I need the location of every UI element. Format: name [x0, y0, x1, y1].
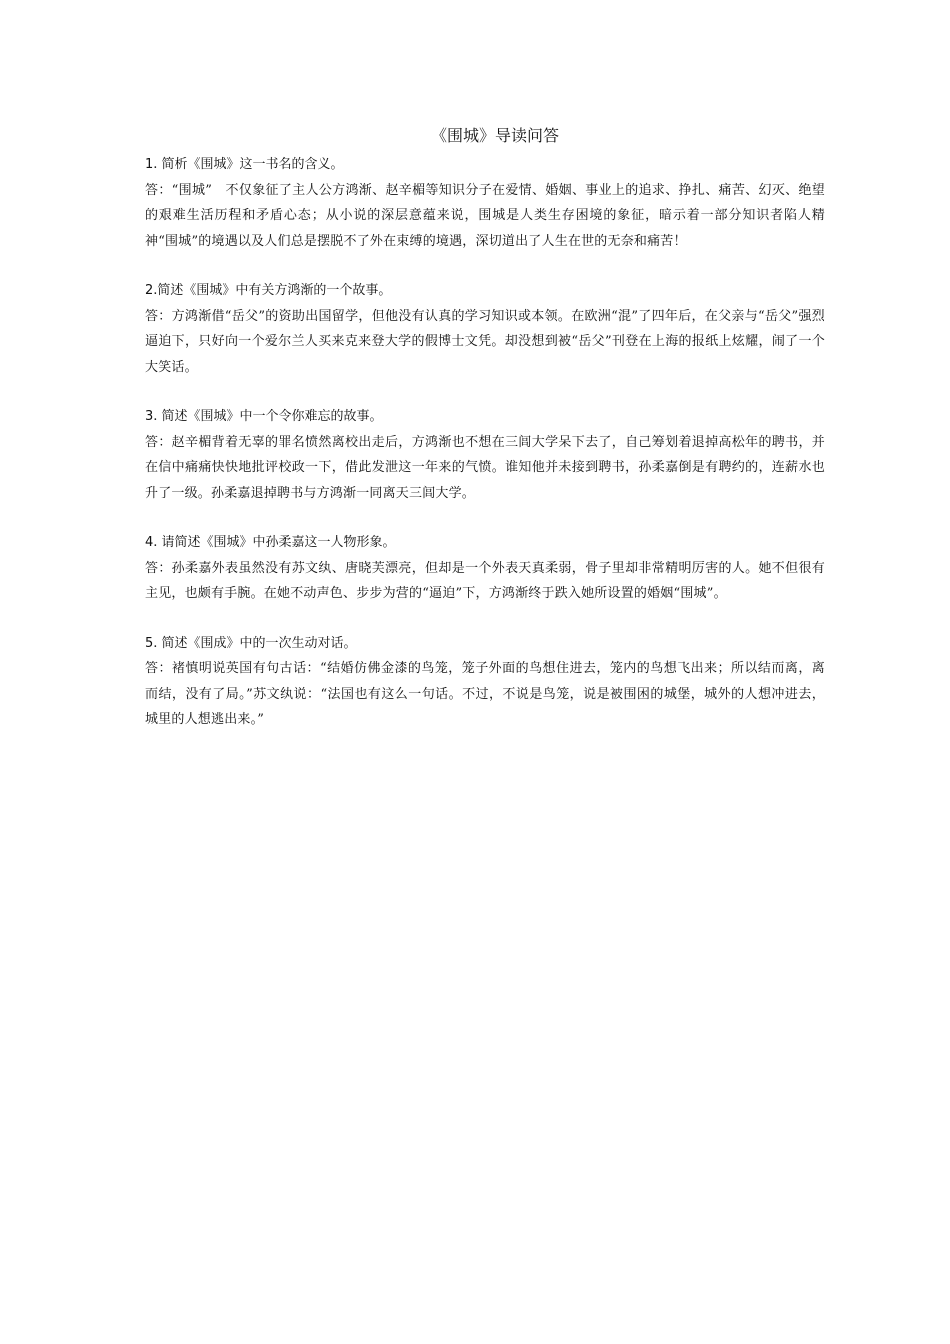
qa-item-5 [145, 631, 825, 733]
answer-3: 答：赵辛楣背着无辜的罪名愤然离校出走后，方鸿渐也不想在三闾大学呆下去了，自己筹划着退掉高松年的聘书，并在信中痛痛快快地批评校政一下，借此发泄这一年来的气愤。谁知他并未接到聘书，孙柔嘉倒是有聘约的，连薪水也升了一级。孙柔嘉退掉聘书与方鸿渐一同离天三闾大学。 [145, 434, 825, 501]
qa-item-2 [145, 278, 825, 380]
question-3 [145, 404, 825, 430]
question-5 [145, 631, 825, 657]
question-4 [145, 530, 825, 556]
answer-4: 答：孙柔嘉外表虽然没有苏文纨、唐晓芙漂亮，但却是一个外表天真柔弱，骨子里却非常精明厉害的人。她不但很有主见，也颇有手腕。在她不动声色、步步为营的“逼迫”下，方鸿渐终于跌入她所设置的婚姻“围城”。 [145, 560, 825, 601]
question-text: . 简析《围城》这一书名的含义。 [153, 157, 344, 172]
answer-2: 答：方鸿渐借“岳父”的资助出国留学，但他没有认真的学习知识或本领。在欧洲“混”了四年后，在父亲与“岳父”强烈逼迫下，只好向一个爱尔兰人买来克来登大学的假博士文凭。却没想到被“岳父”刊登在上海的报纸上炫耀，闹了一个大笑话。 [145, 308, 825, 375]
document-page [145, 124, 825, 757]
qa-item-1 [145, 152, 825, 254]
question-number: 2 [145, 283, 154, 298]
question-text: .简述《围城》中有关方鸿渐的一个故事。 [153, 283, 392, 298]
question-number: 3 [145, 409, 154, 424]
question-number: 4 [145, 535, 154, 550]
answer-5: 答：褚慎明说英国有句古话：“结婚仿佛金漆的鸟笼，笼子外面的鸟想住进去，笼内的鸟想飞出来；所以结而离，离而结，没有了局。”苏文纨说：“法国也有这么一句话。不过，不说是鸟笼，说是被围困的城堡，城外的人想冲进去，城里的人想逃出来。” [145, 661, 825, 727]
question-text: . 简述《围成》中的一次生动对话。 [153, 635, 357, 651]
question-text: . 请简述《围城》中孙柔嘉这一人物形象。 [153, 535, 396, 550]
question-1 [145, 152, 825, 178]
qa-item-3 [145, 404, 825, 506]
answer-1: 答：“围城” 不仅象征了主人公方鸿渐、赵辛楣等知识分子在爱情、婚姻、事业上的追求、挣扎、痛苦、幻灭、绝望的艰难生活历程和矛盾心态；从小说的深层意蕴来说，围城是人类生存困境的象征，暗示着一部分知识者陷人精神“围城”的境遇以及人们总是摆脱不了外在束缚的境遇，深切道出了人生在世的无奈和痛苦！ [145, 182, 825, 249]
question-2 [145, 278, 825, 304]
question-text: . 简述《围城》中一个令你难忘的故事。 [153, 409, 383, 424]
question-number: 5 [145, 635, 154, 651]
qa-item-4 [145, 530, 825, 607]
document-title: 《围城》导读问答 [430, 126, 559, 145]
question-number: 1 [145, 157, 154, 172]
